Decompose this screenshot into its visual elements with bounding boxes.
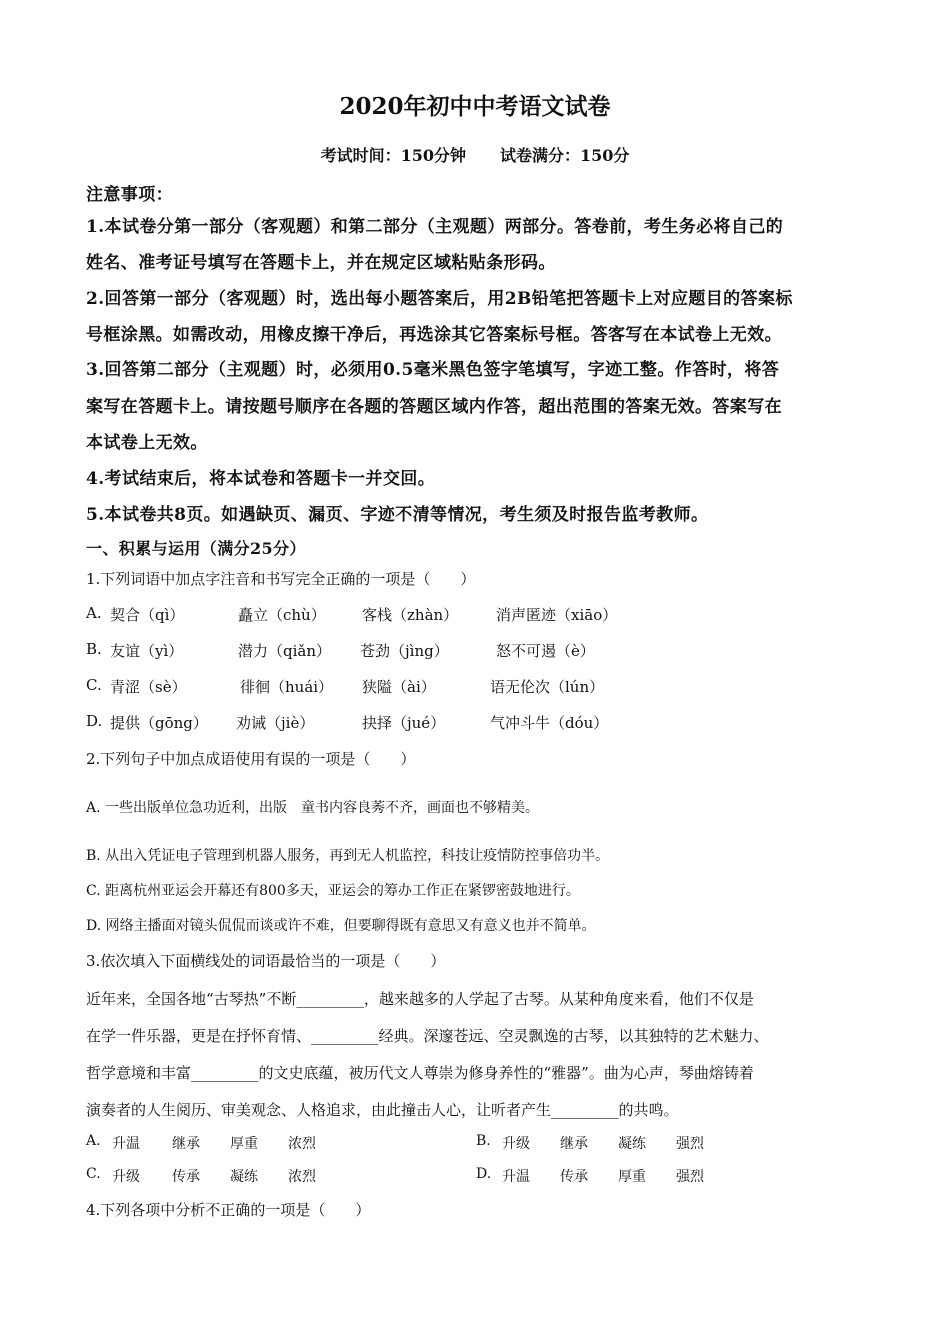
option-label: C. (86, 676, 102, 694)
notice-line: 姓名、准考证号填写在答题卡上，并在规定区域粘贴条形码。 (86, 253, 556, 273)
option-word: 提供（gōng） (110, 714, 208, 732)
option-word: 强烈 (676, 1169, 704, 1185)
notice-line: 号框涂黑。如需改动，用橡皮擦干净后，再选涂其它答案标号框。答客写在本试卷上无效。 (86, 325, 782, 345)
question-1-stem: 1.下列词语中加点字注音和书写完全正确的一项是（ ） (86, 570, 476, 588)
notice-line: 案写在答题卡上。请按题号顺序在各题的答题区域内作答，超出范围的答案无效。答案写在 (86, 397, 782, 417)
notice-line: 本试卷上无效。 (86, 433, 208, 453)
option-word: 苍劲（jìng） (360, 642, 449, 660)
exam-info (0, 143, 950, 166)
option-label: D. (86, 712, 103, 730)
option-word: 客栈（zhàn） (362, 606, 459, 624)
notice-line: 2.回答第一部分（客观题）时，选出每小题答案后，用2B铅笔把答题卡上对应题目的答案标 (86, 289, 793, 309)
option-label: B. (476, 1133, 491, 1149)
q3-option-c (86, 1166, 466, 1188)
option-word: 浓烈 (288, 1136, 316, 1152)
option-word: 传承 (560, 1169, 588, 1185)
option-word: 传承 (172, 1169, 200, 1185)
option-word: 矗立（chù） (238, 606, 326, 624)
option-word: 抉择（jué） (362, 714, 446, 732)
option-word: 语无伦次（lún） (490, 678, 605, 696)
option-word: 升温 (502, 1169, 530, 1185)
q2-option-b: B. 从出入凭证电子管理到机器人服务，再到无人机监控，科技让疫情防控事倍功半。 (86, 848, 610, 864)
question-2-stem: 2.下列句子中加点成语使用有误的一项是（ ） (86, 750, 416, 768)
q2-option-a: A. 一些出版单位急功近利，出版 童书内容良莠不齐，画面也不够精美。 (86, 800, 540, 816)
option-label: A. (86, 1133, 101, 1149)
q3-option-b (476, 1133, 856, 1155)
page-title: 2020年初中中考语文试卷 (339, 93, 611, 120)
q1-option-c (86, 676, 886, 700)
option-word: 升温 (112, 1136, 140, 1152)
option-word: 青涩（sè） (110, 678, 187, 696)
option-word: 继承 (172, 1136, 200, 1152)
q3-passage-line: 近年来，全国各地“古琴热”不断_________，越来越多的人学起了古琴。从某种角度来看，他们不仅是 (86, 990, 754, 1008)
notice-line: 5.本试卷共8页。如遇缺页、漏页、字迹不清等情况，考生须及时报告监考教师。 (86, 505, 709, 525)
q3-option-a (86, 1133, 466, 1155)
option-label: D. (476, 1166, 492, 1182)
section-heading: 一、积累与运用（满分25分） (86, 539, 306, 558)
option-label: B. (86, 640, 102, 658)
q3-passage-line: 在学一件乐器，更是在抒怀育情、_________经典。深邃苍远、空灵飘逸的古琴，以其独特的艺术魅力、 (86, 1027, 769, 1045)
exam-time: 考试时间：150分钟 (320, 146, 466, 165)
exam-full-score: 试卷满分：150分 (500, 146, 630, 165)
option-label: A. (86, 604, 102, 622)
q3-option-d (476, 1166, 856, 1188)
option-word: 升级 (502, 1136, 530, 1152)
option-word: 气冲斗牛（dóu） (490, 714, 609, 732)
option-word: 厚重 (230, 1136, 258, 1152)
notice-heading: 注意事项： (86, 185, 173, 205)
option-word: 凝练 (618, 1136, 646, 1152)
question-4-stem: 4.下列各项中分析不正确的一项是（ ） (86, 1201, 371, 1219)
option-word: 徘徊（huái） (240, 678, 334, 696)
option-word: 厚重 (618, 1169, 646, 1185)
question-3-stem: 3.依次填入下面横线处的词语最恰当的一项是（ ） (86, 952, 446, 970)
q1-option-d (86, 712, 886, 736)
notice-line: 4.考试结束后，将本试卷和答题卡一并交回。 (86, 469, 436, 489)
option-word: 浓烈 (288, 1169, 316, 1185)
option-word: 强烈 (676, 1136, 704, 1152)
option-word: 狭隘（ài） (362, 678, 436, 696)
q2-option-c: C. 距离杭州亚运会开幕还有800多天，亚运会的筹办工作正在紧锣密鼓地进行。 (86, 883, 580, 899)
option-word: 友谊（yì） (110, 642, 184, 660)
notice-line: 3.回答第二部分（主观题）时，必须用0.5毫米黑色签字笔填写，字迹工整。作答时，将答 (86, 360, 780, 380)
q2-option-d: D. 网络主播面对镜头侃侃而谈或许不难，但要聊得既有意思又有意义也并不简单。 (86, 918, 596, 934)
option-word: 怒不可遏（è） (496, 642, 595, 660)
option-word: 继承 (560, 1136, 588, 1152)
notice-line: 1.本试卷分第一部分（客观题）和第二部分（主观题）两部分。答卷前，考生务必将自己的 (86, 217, 784, 237)
q3-passage-line: 哲学意境和丰富_________的文史底蕴，被历代文人尊崇为修身养性的“雅器”。曲为心声，琴曲熔铸着 (86, 1064, 754, 1082)
q1-option-a (86, 604, 886, 628)
option-word: 契合（qì） (110, 606, 185, 624)
option-label: C. (86, 1166, 101, 1182)
option-word: 升级 (112, 1169, 140, 1185)
option-word: 凝练 (230, 1169, 258, 1185)
q3-passage-line: 演奏者的人生阅历、审美观念、人格追求，由此撞击人心，让听者产生_________的共鸣。 (86, 1101, 679, 1119)
option-word: 潜力（qiǎn） (238, 642, 332, 660)
option-word: 劝诫（jiè） (236, 714, 315, 732)
q1-option-b (86, 640, 886, 664)
option-word: 消声匿迹（xiāo） (496, 606, 618, 624)
